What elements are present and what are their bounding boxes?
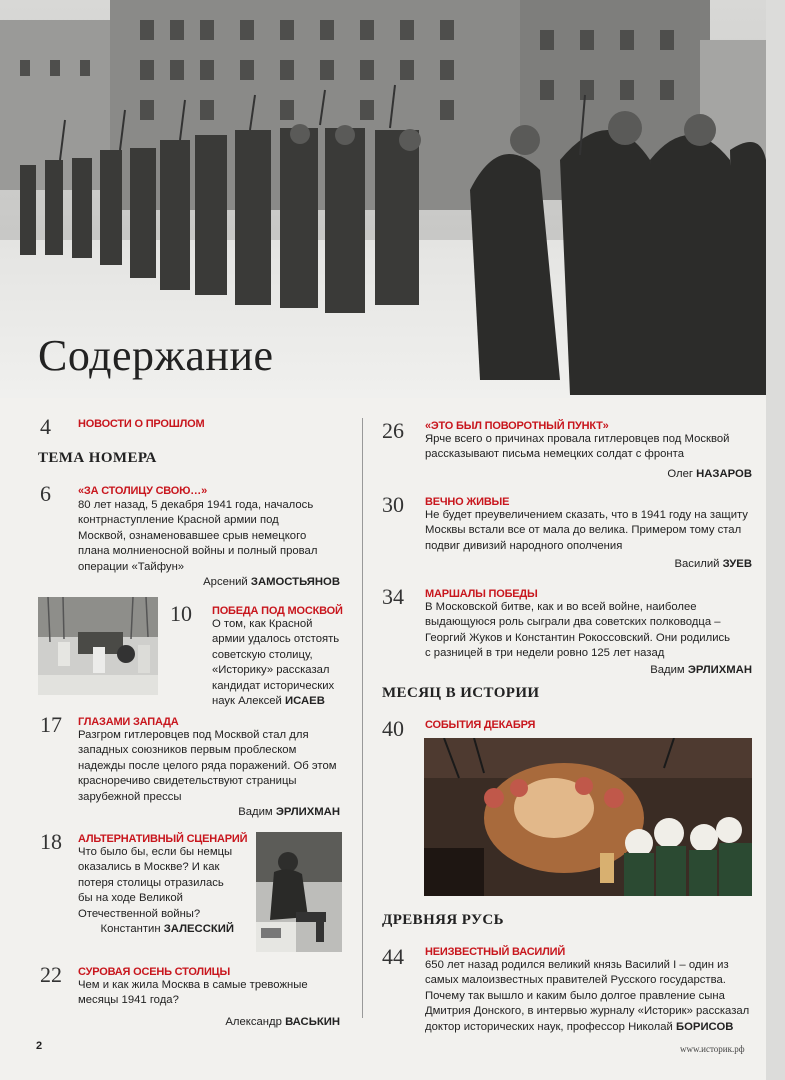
entry-title[interactable]: ГЛАЗАМИ ЗАПАДА bbox=[78, 716, 179, 728]
entry-author: Вадим ЭРЛИХМАН bbox=[650, 664, 752, 676]
entry-author: Константин ЗАЛЕССКИЙ bbox=[100, 923, 234, 935]
entry-description: О том, как Красной армии удалось отстоять советскую столицу, «Историку» рассказал кандидат исторических наук Алексей ИСАЕВ bbox=[212, 618, 340, 708]
entry-page-number: 10 bbox=[170, 601, 192, 626]
section-heading: ТЕМА НОМЕРА bbox=[38, 450, 157, 466]
entry-title[interactable]: ПОБЕДА ПОД МОСКВОЙ bbox=[212, 605, 343, 617]
section-heading: ДРЕВНЯЯ РУСЬ bbox=[382, 912, 504, 928]
entry-title[interactable]: АЛЬТЕРНАТИВНЫЙ СЦЕНАРИЙ bbox=[78, 833, 248, 845]
entry-description: Не будет преувеличением сказать, что в 1941 году на защиту Москвы встали все от мала до велика. Примером тому стал подвиг дивизий народного ополчения bbox=[425, 509, 748, 552]
entry-page-number: 26 bbox=[382, 418, 404, 443]
section-heading: МЕСЯЦ В ИСТОРИИ bbox=[382, 685, 540, 701]
entry-page-number: 30 bbox=[382, 492, 404, 517]
photo-winter-battle bbox=[38, 597, 158, 695]
page-edge bbox=[766, 0, 785, 1080]
entry-author: Александр ВАСЬКИН bbox=[225, 1016, 340, 1028]
entry-page-number: 6 bbox=[40, 481, 51, 506]
entry-title[interactable]: НЕИЗВЕСТНЫЙ ВАСИЛИЙ bbox=[425, 946, 566, 958]
entry-description: В Московской битве, как и во всей войне, наиболее выдающуюся роль сыграли два советских полководца – Георгий Жуков и Константин Рокоссовский. Они родились с разницей в три недели ровно 125 лет назад bbox=[425, 601, 731, 660]
entry-page-number: 4 bbox=[40, 414, 51, 439]
entry-author: Вадим ЭРЛИХМАН bbox=[238, 806, 340, 818]
entry-author: Олег НАЗАРОВ bbox=[667, 468, 752, 480]
entry-title[interactable]: НОВОСТИ О ПРОШЛОМ bbox=[78, 418, 205, 430]
entry-page-number: 34 bbox=[382, 584, 404, 609]
page-title: Содержание bbox=[38, 331, 274, 380]
photo-seated-man bbox=[256, 832, 342, 952]
entry-page-number: 40 bbox=[382, 716, 404, 741]
entry-description: 80 лет назад, 5 декабря 1941 года, началось контрнаступление Красной армии под Москвой, ознаменовавшее срыв немецкого плана молниеносной войны и полный провал операции «Тайфун» bbox=[78, 499, 318, 573]
entry-title[interactable]: СУРОВАЯ ОСЕНЬ СТОЛИЦЫ bbox=[78, 966, 231, 978]
entry-page-number: 18 bbox=[40, 829, 62, 854]
entry-title[interactable]: ВЕЧНО ЖИВЫЕ bbox=[425, 496, 510, 508]
entry-page-number: 22 bbox=[40, 962, 62, 987]
entry-title[interactable]: «ЭТО БЫЛ ПОВОРОТНЫЙ ПУНКТ» bbox=[425, 420, 609, 432]
entry-description: Ярче всего о причинах провала гитлеровцев под Москвой рассказывают письма немецких солдат с фронта bbox=[425, 433, 730, 461]
page-number: 2 bbox=[36, 1040, 43, 1052]
column-divider bbox=[362, 418, 363, 1018]
painting-december-events bbox=[424, 738, 752, 896]
site-url[interactable]: www.историк.рф bbox=[680, 1044, 745, 1054]
entry-page-number: 17 bbox=[40, 712, 62, 737]
entry-description: 650 лет назад родился великий князь Василий I – один из самых малоизвестных правителей Русского государства. Почему так вышло и каким было долгое правление сына Дмитрия Донского, в интервью журналу «Историк» рассказал доктор исторических наук, профессор Николай БОРИСОВ bbox=[425, 959, 750, 1033]
entry-description: Чем и как жила Москва в самые тревожные месяцы 1941 года? bbox=[78, 979, 308, 1007]
entry-page-number: 44 bbox=[382, 944, 404, 969]
entry-description: Что было бы, если бы немцы оказались в Москве? И как потеря столицы отразилась бы на ходе Великой Отечественной войны? bbox=[78, 846, 233, 920]
entry-description: Разгром гитлеровцев под Москвой стал для западных союзников первым проблеском надежды после целого ряда поражений. Об этом красноречиво свидетельствуют страницы зарубежной прессы bbox=[78, 729, 337, 803]
entry-author: Арсений ЗАМОСТЬЯНОВ bbox=[203, 576, 340, 588]
entry-author: Василий ЗУЕВ bbox=[674, 558, 752, 570]
entry-title[interactable]: СОБЫТИЯ ДЕКАБРЯ bbox=[425, 719, 536, 731]
entry-title[interactable]: МАРШАЛЫ ПОБЕДЫ bbox=[425, 588, 538, 600]
entry-title[interactable]: «ЗА СТОЛИЦУ СВОЮ…» bbox=[78, 485, 207, 497]
